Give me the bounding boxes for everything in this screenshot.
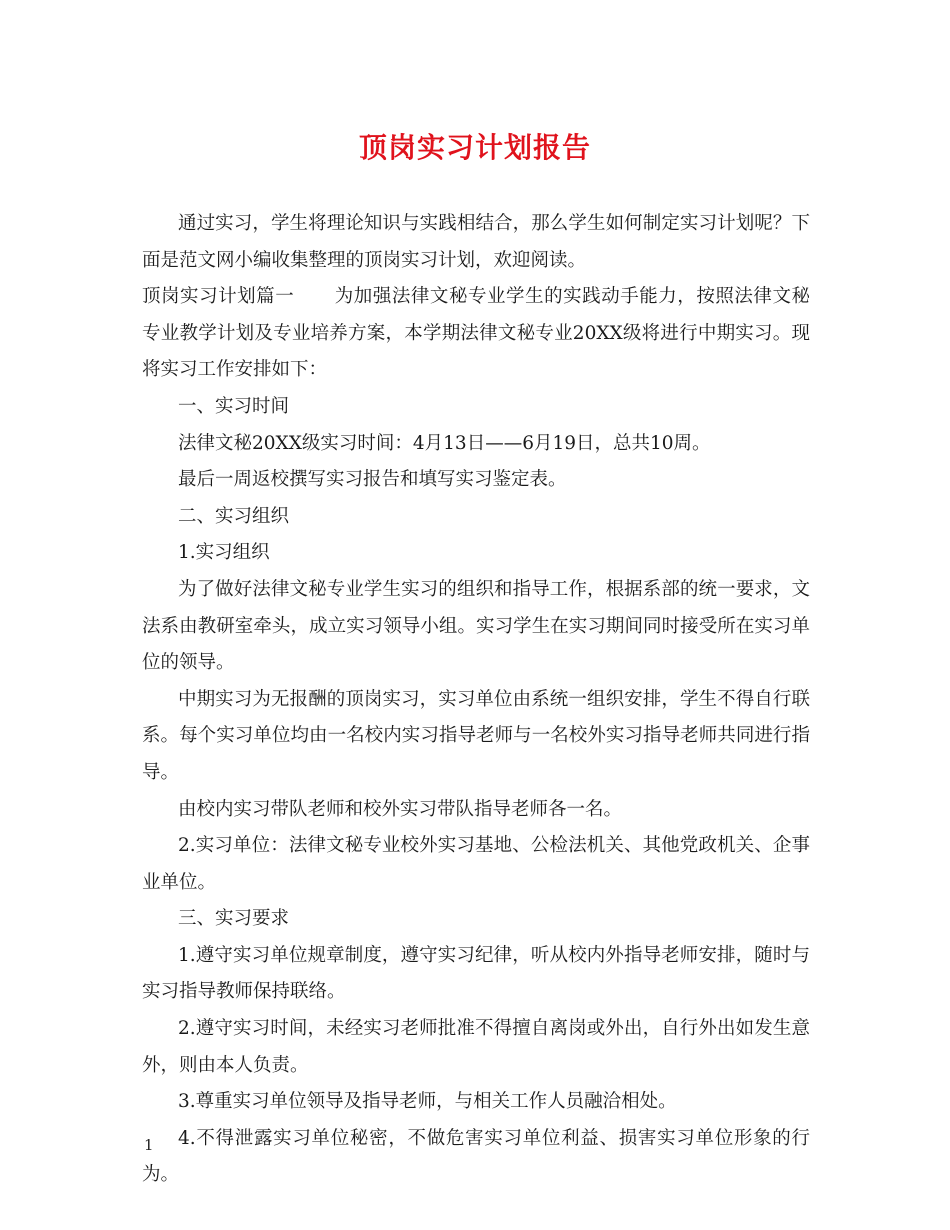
- paragraph: 3.尊重实习单位领导及指导老师，与相关工作人员融洽相处。: [178, 1091, 677, 1113]
- paragraph: 4.不得泄露实习单位秘密，不做危害实习单位利益、损害实习单位形象的行为。: [142, 1127, 810, 1186]
- document-body: [142, 206, 810, 1194]
- paragraph: 1.遵守实习单位规章制度，遵守实习纪律，听从校内外指导老师安排，随时与实习指导教师保持联络。: [142, 944, 810, 1003]
- article-label: 顶岗实习计划篇一: [142, 286, 295, 308]
- paragraph: 为了做好法律文秘专业学生实习的组织和指导工作，根据系部的统一要求，文法系由教研室牵头，成立实习领导小组。实习学生在实习期间同时接受所在实习单位的领导。: [142, 578, 810, 674]
- article-text: 为加强法律文秘专业学生的实践动手能力，按照法律文秘专业教学计划及专业培养方案，本学期法律文秘专业20XX级将进行中期实习。现将实习工作安排如下：: [142, 286, 810, 381]
- section-heading-1: 一、实习时间: [178, 395, 290, 417]
- paragraph: 最后一周返校撰写实习报告和填写实习鉴定表。: [178, 469, 567, 491]
- subsection-heading: 1.实习组织: [178, 542, 270, 564]
- paragraph: 2.遵守实习时间，未经实习老师批准不得擅自离岗或外出，自行外出如发生意外，则由本人负责。: [142, 1018, 810, 1076]
- intro-paragraph: 通过实习，学生将理论知识与实践相结合，那么学生如何制定实习计划呢？下面是范文网小编收集整理的顶岗实习计划，欢迎阅读。: [142, 213, 810, 271]
- paragraph: 中期实习为无报酬的顶岗实习，实习单位由系统一组织安排，学生不得自行联系。每个实习单位均由一名校内实习指导老师与一名校外实习指导老师共同进行指导。: [142, 688, 810, 783]
- page-title: 顶岗实习计划报告: [358, 131, 591, 164]
- section-heading-2: 二、实习组织: [178, 505, 290, 527]
- article-paragraph: [142, 279, 810, 389]
- section-heading-3: 三、实习要求: [178, 908, 290, 930]
- paragraph: 由校内实习带队老师和校外实习带队指导老师各一名。: [178, 798, 623, 820]
- paragraph: 法律文秘20XX级实习时间：4月13日——6月19日，总共10周。: [178, 432, 711, 454]
- paragraph: 2.实习单位：法律文秘专业校外实习基地、公检法机关、其他党政机关、企事业单位。: [142, 835, 810, 893]
- page-number: 1: [144, 1136, 154, 1154]
